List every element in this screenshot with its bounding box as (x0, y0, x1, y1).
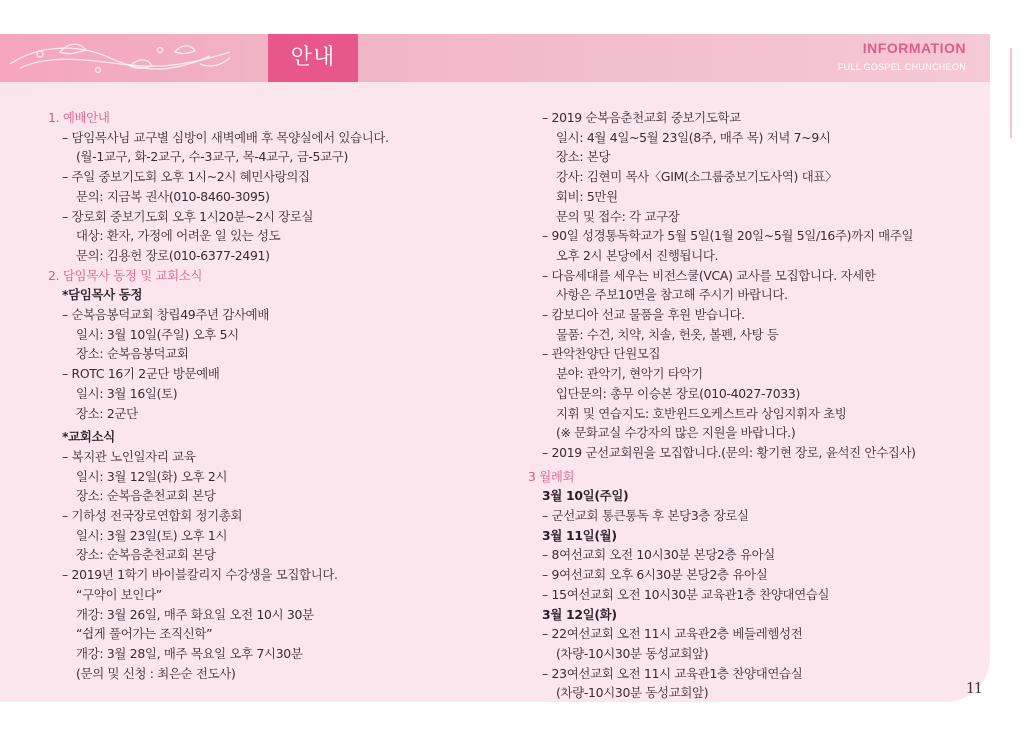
text-line: – 주일 중보기도회 오후 1시~2시 혜민사랑의집 (62, 169, 310, 185)
text-line: – 기하성 전국장로연합회 정기총회 (62, 508, 243, 524)
header-band (0, 34, 990, 82)
text-line: – 관악찬양단 단원모집 (542, 346, 661, 362)
text-line: 장소: 순복음봉덕교회 (76, 346, 189, 362)
text-line: 장소: 본당 (556, 149, 611, 165)
text-line: – 2019 군선교회원을 모집합니다.(문의: 황기현 장로, 윤석진 안수집사) (542, 444, 916, 460)
text-line: 입단문의: 총무 이승본 장로(010-4027-7033) (556, 385, 800, 401)
text-line: 대상: 환자, 가정에 어려운 일 있는 성도 (76, 228, 281, 244)
text-line: 분야: 관악기, 현악기 타악기 (556, 366, 703, 382)
text-line: 물품: 수건, 치약, 치솔, 헌옷, 볼펜, 사탕 등 (556, 326, 779, 342)
date-heading: 3월 10일(주일) (542, 488, 629, 504)
text-line: “쉽게 풀어가는 조직신학” (76, 626, 213, 642)
text-line: – 군선교회 통큰통독 후 본당3층 장로실 (542, 508, 749, 524)
text-line: – 다음세대를 세우는 비전스쿨(VCA) 교사를 모집합니다. 자세한 (542, 267, 876, 283)
text-line: – 8여선교회 오전 10시30분 본당2층 유아실 (542, 547, 775, 563)
text-line: 장소: 순복음춘천교회 본당 (76, 547, 216, 563)
text-line: 개강: 3월 26일, 매주 화요일 오전 10시 30분 (76, 606, 314, 622)
text-line: (월-1교구, 화-2교구, 수-3교구, 목-4교구, 금-5교구) (76, 149, 348, 165)
text-line: (※ 문화교실 수강자의 많은 지원을 바랍니다.) (556, 425, 796, 441)
page-number: 11 (966, 678, 983, 697)
church-name: FULL GOSPEL CHUNCHEON (837, 62, 966, 72)
text-line: – 9여선교회 오후 6시30분 본당2층 유아실 (542, 567, 768, 583)
page-tab-mark (1010, 48, 1024, 138)
text-line: 일시: 3월 23일(토) 오후 1시 (76, 527, 228, 543)
text-line: 장소: 2군단 (76, 405, 138, 421)
text-line: 문의 및 접수: 각 교구장 (556, 208, 680, 224)
text-line: 강사: 김현미 목사〈GIM(소그룹중보기도사역) 대표〉 (556, 169, 838, 185)
text-line: 문의: 김용헌 장로(010-6377-2491) (76, 247, 270, 263)
text-line: – ROTC 16기 2군단 방문예배 (62, 366, 220, 382)
text-line: – 90일 성경통독학교가 5월 5일(1월 20일~5월 5일/16주)까지 매주일 (542, 228, 914, 244)
text-line: – 장로회 중보기도회 오후 1시20분~2시 장로실 (62, 208, 314, 224)
subheading: *담임목사 동정 (62, 287, 143, 303)
text-line: – 23여선교회 오전 11시 교육관1층 찬양대연습실 (542, 665, 803, 681)
text-line: – 22여선교회 오전 11시 교육관2층 베들레헴성전 (542, 626, 803, 642)
date-heading: 3월 11일(월) (542, 527, 617, 543)
text-line: “구약이 보인다” (76, 586, 162, 602)
text-line: 일시: 3월 10일(주일) 오후 5시 (76, 326, 239, 342)
section-heading: 3 월례회 (528, 468, 575, 484)
text-line: 일시: 3월 16일(토) (76, 385, 178, 401)
text-line: – 2019년 1학기 바이블칼리지 수강생을 모집합니다. (62, 567, 338, 583)
text-line: – 캄보디아 선교 물품을 후원 받습니다. (542, 307, 745, 323)
text-line: – 2019 순복음춘천교회 중보기도학교 (542, 110, 741, 125)
text-line: – 15여선교회 오전 10시30분 교육관1층 찬양대연습실 (542, 586, 830, 602)
text-line: – 담임목사님 교구별 심방이 새벽예배 후 목양실에서 있습니다. (62, 129, 389, 145)
information-label: INFORMATION (862, 40, 966, 56)
text-line: 장소: 순복음춘천교회 본당 (76, 488, 216, 504)
text-line: (차량-10시30분 동성교회앞) (556, 685, 709, 701)
page-title: 안내 (268, 34, 358, 82)
date-heading: 3월 12일(화) (542, 606, 617, 622)
subheading: *교회소식 (62, 429, 115, 445)
text-line: 문의: 지금복 권사(010-8460-3095) (76, 188, 270, 204)
text-line: 사항은 주보10면을 참고해 주시기 바랍니다. (556, 287, 788, 303)
right-column (528, 108, 978, 703)
text-line: – 복지관 노인일자리 교육 (62, 448, 196, 464)
text-line: 회비: 5만원 (556, 188, 618, 204)
text-line: 지휘 및 연습지도: 호반윈드오케스트라 상임지휘자 초빙 (556, 405, 847, 421)
section-heading: 2. 담임목사 동정 및 교회소식 (48, 267, 203, 283)
header-branding (838, 40, 966, 72)
text-line: – 순복음봉덕교회 창립49주년 감사예배 (62, 307, 270, 323)
text-line: 오후 2시 본당에서 진행됩니다. (556, 247, 719, 263)
floral-ornament-icon (0, 34, 250, 82)
text-line: 개강: 3월 28일, 매주 목요일 오후 7시30분 (76, 645, 303, 661)
text-line: (차량-10시30분 동성교회앞) (556, 645, 709, 661)
text-line: 일시: 3월 12일(화) 오후 2시 (76, 468, 228, 484)
left-column (48, 108, 508, 683)
text-line: 일시: 4월 4일~5월 23일(8주, 매주 목) 저녁 7~9시 (556, 129, 831, 145)
section-heading: 1. 예배안내 (48, 110, 110, 125)
text-line: (문의 및 신청 : 최은순 전도사) (76, 665, 236, 681)
